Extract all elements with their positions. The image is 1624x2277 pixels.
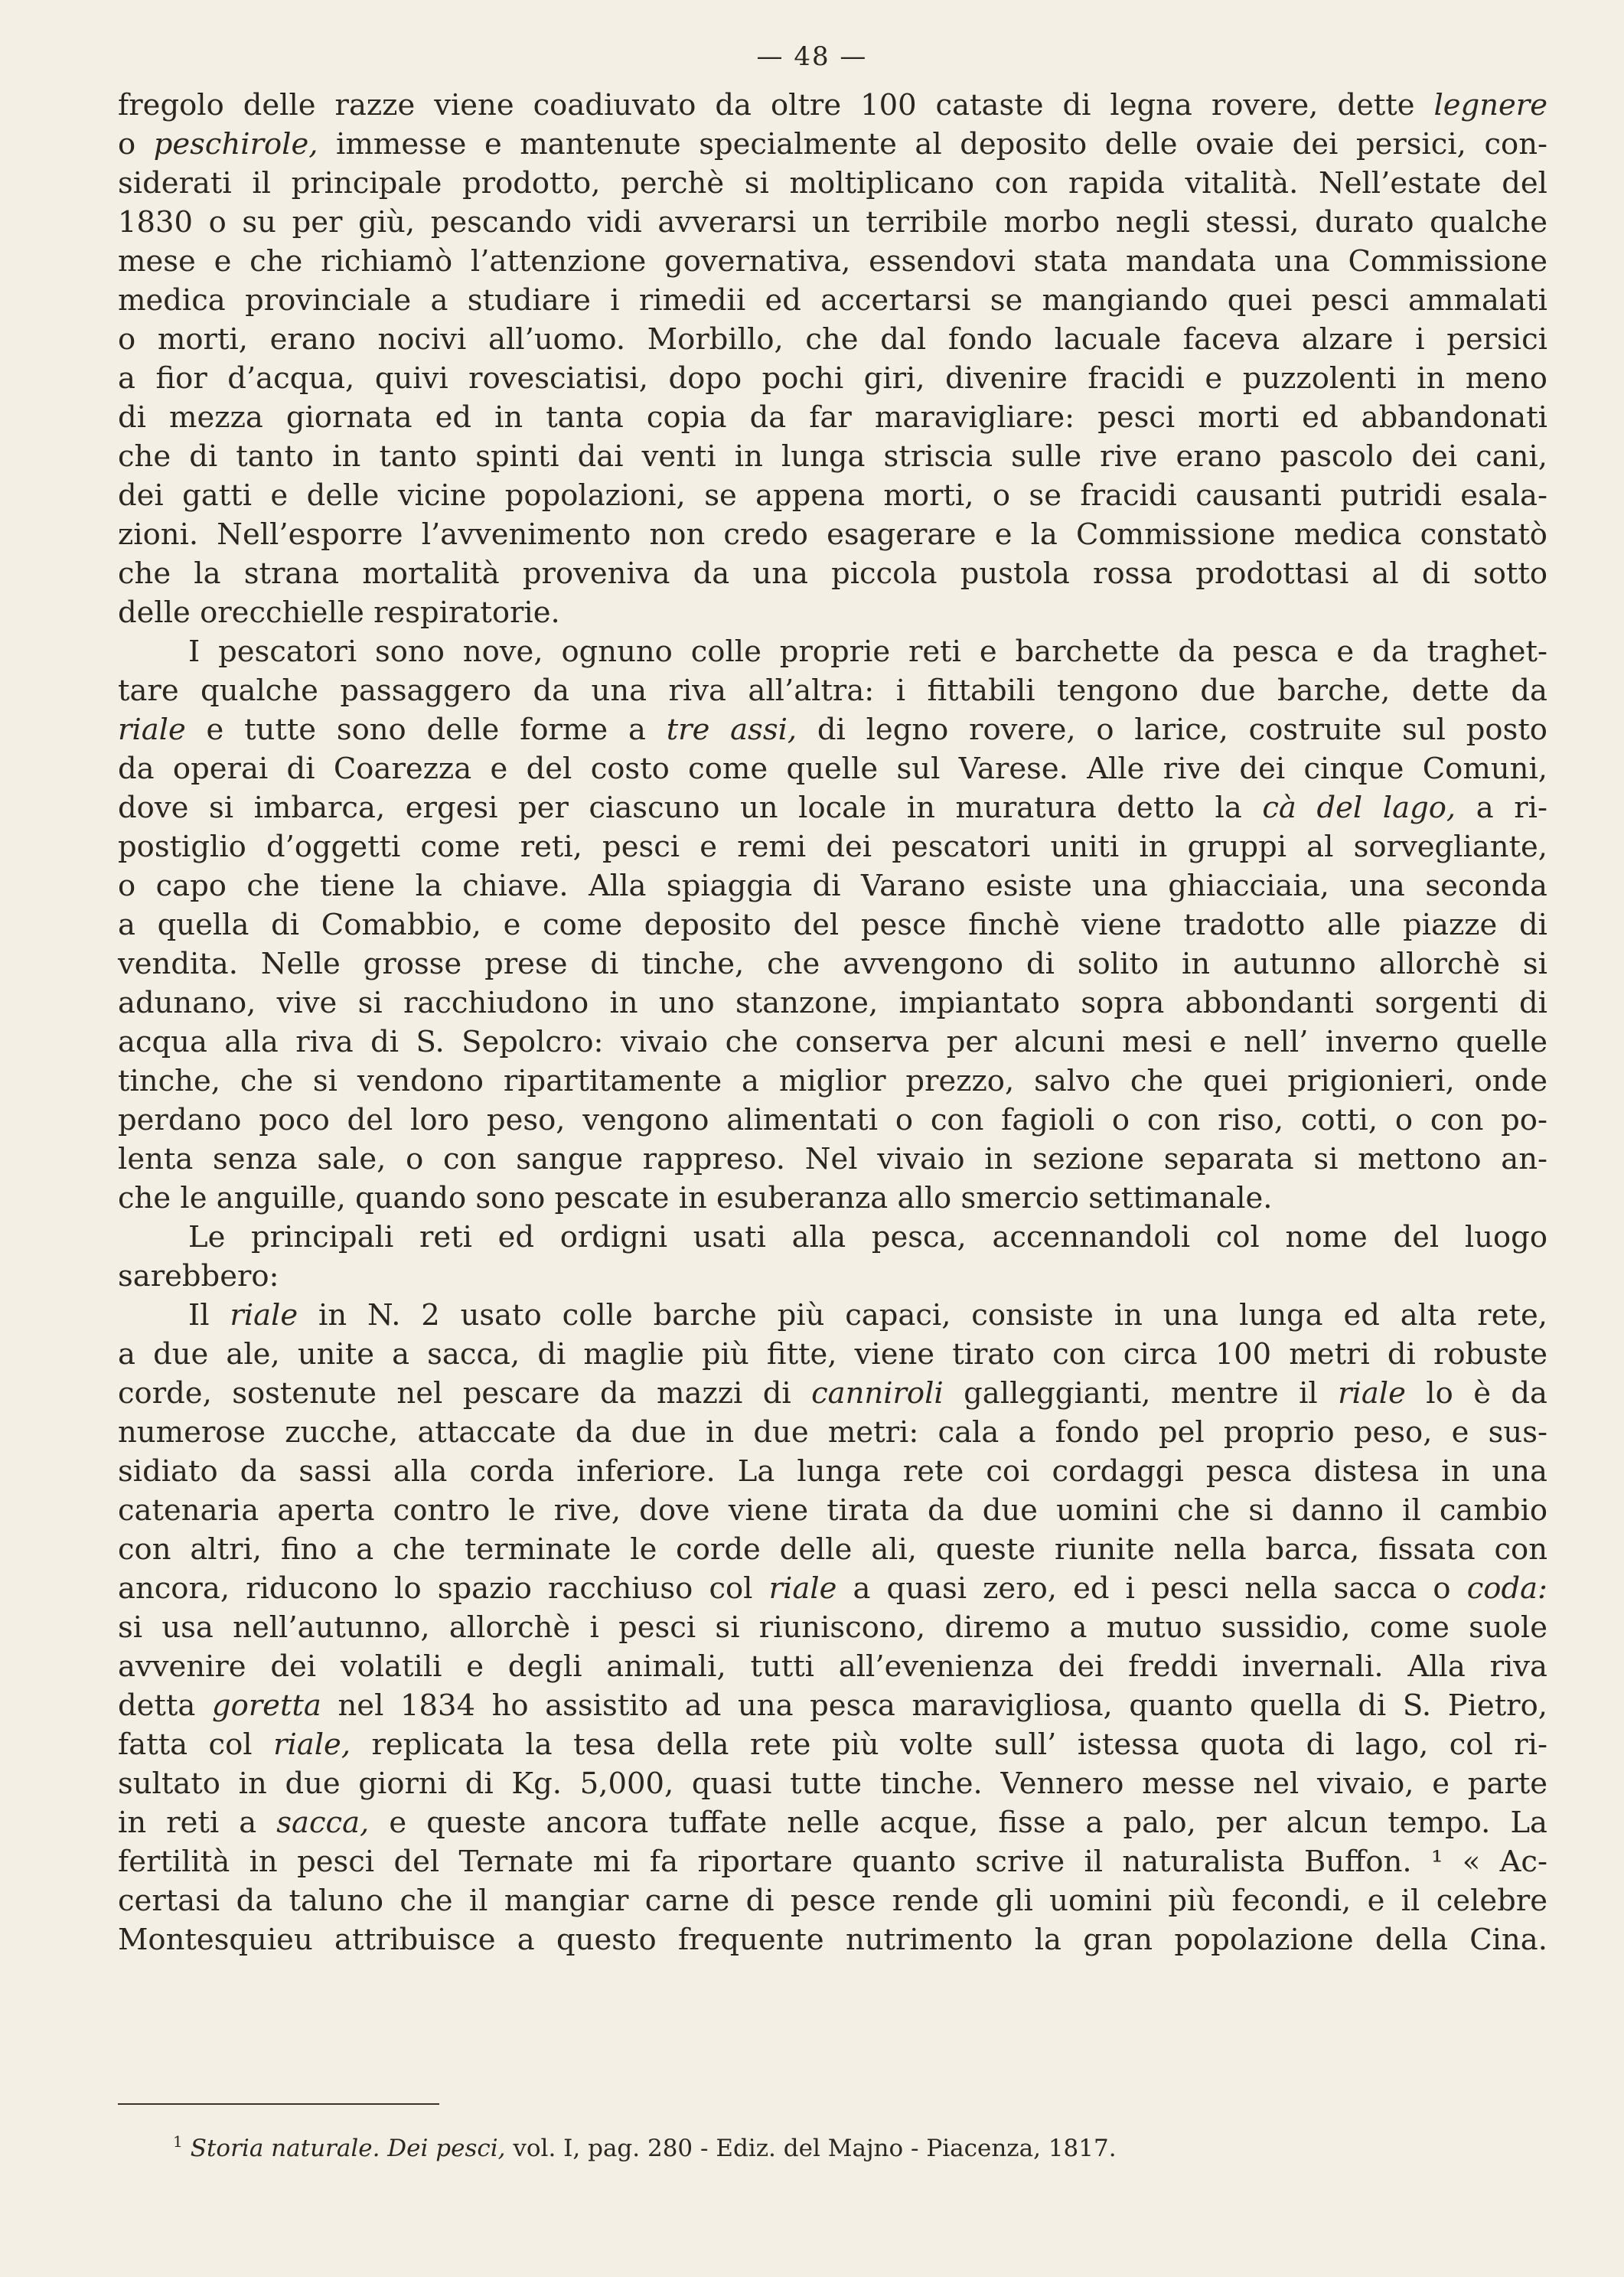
- text-line: [118, 1686, 1547, 1725]
- text-line: [118, 398, 1547, 437]
- text-run: catenaria aperta contro le rive, dove viene tirata da due uomini che si danno il cambio: [118, 1493, 1547, 1528]
- text-run: Il: [188, 1298, 230, 1333]
- text-run: avvenire dei volatili e degli animali, tutti all’evenienza dei freddi invernali. Alla riva: [118, 1649, 1547, 1684]
- text-run: corde, sostenute nel pescare da mazzi di: [118, 1376, 812, 1411]
- text-run: lenta senza sale, o con sangue rappreso. Nel vivaio in sezione separata si mettono an-: [118, 1142, 1547, 1176]
- text-run: certasi da taluno che il mangiar carne di pesce rende gli uomini più fecondi, e il celebre: [118, 1884, 1547, 1918]
- text-line: [118, 476, 1547, 515]
- text-line: [118, 554, 1547, 593]
- text-line: [118, 1725, 1547, 1764]
- text-run: sarebbero:: [118, 1259, 279, 1293]
- italic-term: tre assi,: [666, 713, 797, 747]
- text-run: o morti, erano nocivi all’uomo. Morbillo, che dal fondo lacuale faceva alzare i persici: [118, 322, 1547, 357]
- text-line: [118, 710, 1547, 749]
- text-line: [118, 1062, 1547, 1101]
- text-run: Le principali reti ed ordigni usati alla pesca, accennandoli col nome del luogo: [188, 1220, 1547, 1254]
- text-run: lo è da: [1405, 1376, 1547, 1411]
- body-text: [118, 86, 1547, 1959]
- text-run: replicata la tesa della rete più volte sull’ istessa quota di lago, col ri-: [351, 1727, 1548, 1762]
- text-run: di legno rovere, o larice, costruite sul posto: [797, 713, 1547, 747]
- text-run: immesse e mantenute specialmente al deposito delle ovaie dei persici, con-: [318, 127, 1547, 161]
- text-line: [118, 1491, 1547, 1530]
- text-run: a fior d’acqua, quivi rovesciatisi, dopo pochi giri, divenire fracidi e puzzolenti in meno: [118, 361, 1547, 396]
- text-run: in N. 2 usato colle barche più capaci, consiste in una lunga ed alta rete,: [298, 1298, 1547, 1333]
- italic-term: canniroli: [811, 1376, 944, 1411]
- text-run: dei gatti e delle vicine popolazioni, se appena morti, o se fracidi causanti putridi esala-: [118, 478, 1547, 513]
- text-run: che le anguille, quando sono pescate in esuberanza allo smercio settimanale.: [118, 1181, 1273, 1215]
- text-run: e tutte sono delle forme a: [185, 713, 667, 747]
- text-line: [118, 788, 1547, 827]
- text-run: 1830 o su per giù, pescando vidi avverarsi un terribile morbo negli stessi, durato qualche: [118, 205, 1547, 240]
- text-run: o: [118, 127, 154, 161]
- text-line: [118, 203, 1547, 242]
- text-line: [118, 866, 1547, 905]
- text-run: fertilità in pesci del Ternate mi fa riportare quanto scrive il naturalista Buffon. ¹ « Ac-: [118, 1845, 1547, 1879]
- text-line: [118, 944, 1547, 984]
- footnote-title: Storia naturale. Dei pesci,: [190, 2135, 506, 2162]
- text-run: vendita. Nelle grosse prese di tinche, che avvengono di solito in autunno allorchè si: [118, 947, 1547, 981]
- italic-term: riale: [768, 1571, 837, 1606]
- text-line: [118, 1413, 1547, 1452]
- text-run: mese e che richiamò l’attenzione governativa, essendovi stata mandata una Commissione: [118, 244, 1547, 279]
- italic-term: cà del lago,: [1262, 791, 1456, 825]
- text-run: dove si imbarca, ergesi per ciascuno un locale in muratura detto la: [118, 791, 1263, 825]
- text-run: tinche, che si vendono ripartitamente a miglior prezzo, salvo che quei prigionieri, onde: [118, 1064, 1547, 1098]
- text-line: [118, 1335, 1547, 1374]
- text-line: [118, 437, 1547, 476]
- text-run: detta: [118, 1688, 212, 1723]
- text-line: [118, 1140, 1547, 1179]
- italic-term: sacca,: [276, 1806, 370, 1840]
- text-line: [118, 1842, 1547, 1881]
- text-line: [118, 1023, 1547, 1062]
- text-line: [118, 1374, 1547, 1413]
- text-line: [118, 1218, 1547, 1257]
- text-line: [118, 1101, 1547, 1140]
- text-run: medica provinciale a studiare i rimedii ed accertarsi se mangiando quei pesci ammalati: [118, 283, 1547, 318]
- text-run: tare qualche passaggero da una riva all’altra: i fittabili tengono due barche, dette da: [118, 674, 1547, 708]
- italic-term: goretta: [211, 1688, 321, 1723]
- text-run: Montesquieu attribuisce a questo frequente nutrimento la gran popolazione della Cina.: [118, 1923, 1547, 1957]
- text-run: da operai di Coarezza e del costo come quelle sul Varese. Alle rive dei cinque Comuni,: [118, 752, 1547, 786]
- text-line: [118, 593, 1547, 632]
- text-run: a quasi zero, ed i pesci nella sacca o: [836, 1571, 1467, 1606]
- text-run: numerose zucche, attaccate da due in due metri: cala a fondo pel proprio peso, e sus-: [118, 1415, 1547, 1450]
- italic-term: peschirole,: [153, 127, 318, 161]
- text-run: con altri, fino a che terminate le corde delle ali, queste riunite nella barca, fissata con: [118, 1532, 1547, 1567]
- text-line: [118, 359, 1547, 398]
- text-run: fatta col: [118, 1727, 274, 1762]
- text-run: sultato in due giorni di Kg. 5,000, quasi tutte tinche. Vennero messe nel vivaio, e parte: [118, 1766, 1547, 1801]
- text-line: [118, 1179, 1547, 1218]
- text-run: fregolo delle razze viene coadiuvato da oltre 100 cataste di legna rovere, dette: [118, 88, 1434, 122]
- italic-term: coda:: [1466, 1571, 1548, 1606]
- text-line: [118, 632, 1547, 671]
- text-line: [118, 1530, 1547, 1569]
- text-run: delle orecchielle respiratorie.: [118, 595, 560, 630]
- text-run: adunano, vive si racchiudono in uno stanzone, impiantato sopra abbondanti sorgenti di: [118, 986, 1547, 1020]
- italic-term: riale: [118, 713, 186, 747]
- text-line: [118, 1764, 1547, 1803]
- text-run: nel 1834 ho assistito ad una pesca maravigliosa, quanto quella di S. Pietro,: [321, 1688, 1547, 1723]
- text-line: [118, 1296, 1547, 1335]
- footnote-text: [191, 2135, 1117, 2162]
- text-line: [118, 1569, 1547, 1608]
- text-run: postiglio d’oggetti come reti, pesci e remi dei pescatori uniti in gruppi al sorvegliante,: [118, 830, 1547, 864]
- text-line: [118, 125, 1547, 164]
- footnote-citation: vol. I, pag. 280 - Ediz. del Majno - Piacenza, 1817.: [505, 2135, 1117, 2162]
- text-line: [118, 281, 1547, 320]
- text-run: a ri-: [1456, 791, 1547, 825]
- text-run: galleggianti, mentre il: [943, 1376, 1339, 1411]
- text-run: sidiato da sassi alla corda inferiore. La lunga rete coi cordaggi pesca distesa in una: [118, 1454, 1547, 1489]
- italic-term: legnere: [1433, 88, 1547, 122]
- text-run: che di tanto in tanto spinti dai venti in lunga striscia sulle rive erano pascolo dei cani,: [118, 439, 1547, 474]
- text-line: [118, 515, 1547, 554]
- text-line: [118, 827, 1547, 866]
- text-run: a due ale, unite a sacca, di maglie più fitte, viene tirato con circa 100 metri di robuste: [118, 1337, 1547, 1372]
- text-line: [118, 1647, 1547, 1686]
- text-run: che la strana mortalità proveniva da una piccola pustola rossa prodottasi al di sotto: [118, 556, 1547, 591]
- text-run: a quella di Comabbio, e come deposito del pesce finchè viene tradotto alle piazze di: [118, 908, 1547, 942]
- text-line: [118, 671, 1547, 710]
- footnote: [173, 2125, 1117, 2165]
- text-run: e queste ancora tuffate nelle acque, fisse a palo, per alcun tempo. La: [369, 1806, 1548, 1840]
- text-line: [118, 905, 1547, 944]
- page-number: — 48 —: [756, 41, 868, 72]
- text-line: [118, 1608, 1547, 1647]
- text-run: zioni. Nell’esporre l’avvenimento non credo esagerare e la Commissione medica constatò: [118, 517, 1547, 552]
- text-line: [118, 1803, 1547, 1842]
- italic-term: riale: [1338, 1376, 1406, 1411]
- text-run: siderati il principale prodotto, perchè si moltiplicano con rapida vitalità. Nell’estate del: [118, 166, 1547, 201]
- text-line: [118, 1452, 1547, 1491]
- text-line: [118, 1920, 1547, 1959]
- footnote-rule: [118, 2103, 439, 2105]
- text-line: [118, 984, 1547, 1023]
- text-run: in reti a: [118, 1806, 277, 1840]
- text-run: si usa nell’autunno, allorchè i pesci si riuniscono, diremo a mutuo sussidio, come suole: [118, 1610, 1547, 1645]
- text-line: [118, 1257, 1547, 1296]
- text-line: [118, 749, 1547, 788]
- text-run: I pescatori sono nove, ognuno colle proprie reti e barchette da pesca e da traghet-: [188, 634, 1547, 669]
- text-run: o capo che tiene la chiave. Alla spiaggia di Varano esiste una ghiacciaia, una seconda: [118, 869, 1547, 903]
- text-line: [118, 164, 1547, 203]
- text-line: [118, 86, 1547, 125]
- text-run: di mezza giornata ed in tanta copia da far maravigliare: pesci morti ed abbandonati: [118, 400, 1547, 435]
- text-line: [118, 1881, 1547, 1920]
- italic-term: riale,: [273, 1727, 351, 1762]
- text-line: [118, 320, 1547, 359]
- text-run: acqua alla riva di S. Sepolcro: vivaio che conserva per alcuni mesi e nell’ inverno quelle: [118, 1025, 1547, 1059]
- footnote-marker: 1: [173, 2132, 183, 2151]
- text-run: ancora, riducono lo spazio racchiuso col: [118, 1571, 769, 1606]
- text-run: perdano poco del loro peso, vengono alimentati o con fagioli o con riso, cotti, o con po-: [118, 1103, 1547, 1137]
- text-line: [118, 242, 1547, 281]
- italic-term: riale: [230, 1298, 298, 1333]
